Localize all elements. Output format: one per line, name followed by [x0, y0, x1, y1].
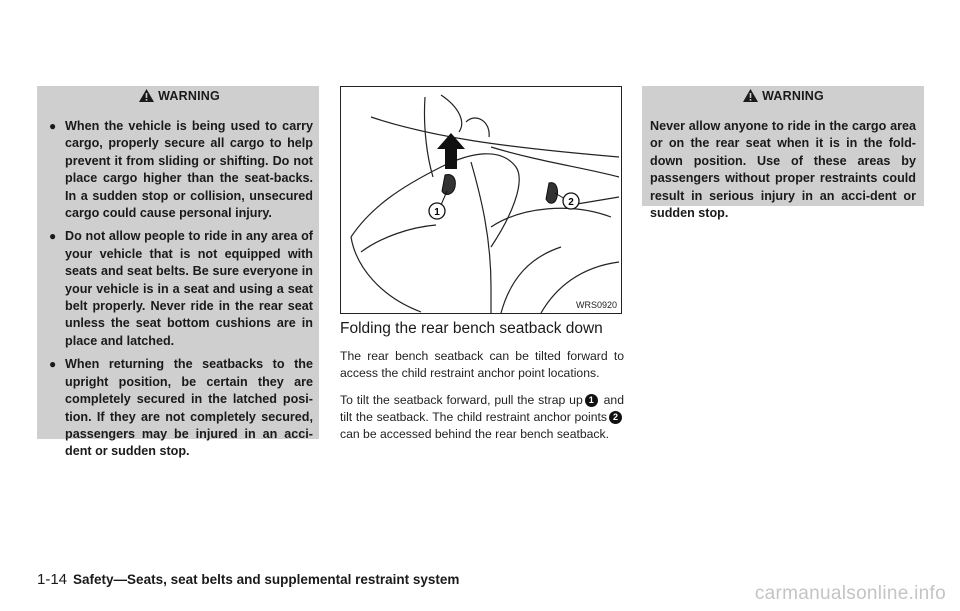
bullet-icon: ●: [49, 357, 57, 372]
warning-triangle-icon: [742, 88, 759, 103]
warning-item: ● When the vehicle is being used to carry cargo, properly secure all cargo to help prevent it from sliding or shifting. Do not place cargo higher than the seat-backs. In a sudden stop or collision, unsecured cargo could cause personal injury.: [49, 119, 313, 221]
callout-2-label: 2: [568, 197, 574, 208]
seat-line-drawing: [341, 87, 621, 313]
body-paragraph-1: The rear bench seatback can be tilted forward to access the child restraint anchor point locations.: [340, 349, 624, 381]
figure-code: WRS0920: [575, 300, 617, 310]
warning-item: ● When returning the seatbacks to the upright position, be certain they are completely secured in the latched posi-tion. If they are not completely secured, passengers may be injured in an acci-dent or sudden stop.: [49, 357, 313, 459]
warning-box-right: [642, 86, 924, 221]
watermark: carmanualsonline.info: [754, 583, 946, 604]
callout-1-badge: 1: [585, 394, 598, 407]
callout-2-badge: 2: [609, 411, 622, 424]
warning-item: ● Do not allow people to ride in any area of your vehicle that is not equipped with seats and seat belts. Be sure everyone in your vehicle is in a seat and using a seat belt properly. Never ride in the rear seat unless the seat bottom cushions are in place and latched.: [49, 229, 313, 348]
bullet-icon: ●: [49, 119, 57, 133]
body-paragraph-2: To tilt the seatback forward, pull the strap up 1 and tilt the seatback. The child restraint anchor points 2 can be accessed behind the rear bench seatback.: [340, 393, 624, 442]
seatback-illustration: [340, 86, 622, 314]
callout-1-label: 1: [434, 207, 440, 218]
warning-triangle-icon: [138, 88, 155, 103]
bullet-icon: ●: [49, 229, 57, 244]
page-number: 1-14: [37, 571, 68, 588]
warning-text: Never allow anyone to ride in the cargo area or on the rear seat when it is in the fold-down position. Use of these areas by passengers without proper restraints could result in serious injury in an acci-dent or sudden stop.: [650, 119, 916, 221]
footer-title: Safety—Seats, seat belts and supplemental restraint system: [73, 572, 460, 587]
warning-title: WARNING: [650, 86, 916, 106]
warning-box-left: [37, 86, 319, 459]
page-footer: [37, 571, 459, 588]
section-heading: Folding the rear bench seatback down: [340, 320, 603, 337]
warning-title: WARNING: [45, 86, 313, 106]
warning-list: [45, 118, 313, 461]
